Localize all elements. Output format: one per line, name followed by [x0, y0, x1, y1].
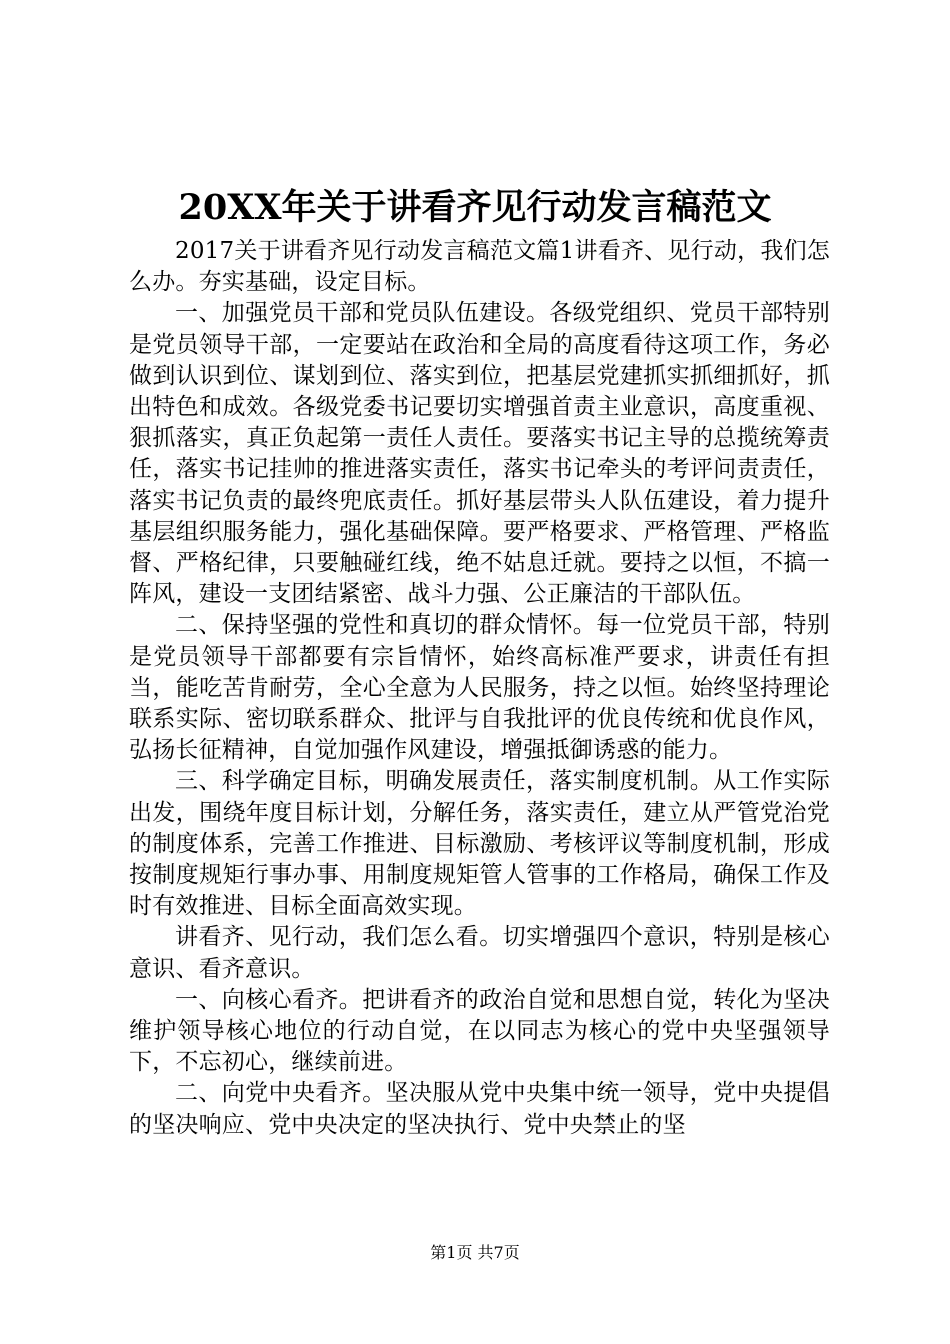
- paragraph-intro: 2017关于讲看齐见行动发言稿范文篇1讲看齐、见行动，我们怎么办。夯实基础，设定目标。: [129, 238, 830, 296]
- page-footer: 第1页 共7页: [430, 1243, 520, 1262]
- paragraph-section-2: 二、保持坚强的党性和真切的群众情怀。每一位党员干部，特别是党员领导干部都要有宗旨情怀，始终高标准严要求，讲责任有担当，能吃苦肯耐劳，全心全意为人民服务，持之以恒。始终坚持理论联系实际、密切联系群众、批评与自我批评的优良传统和优良作风，弘扬长征精神，自觉加强作风建设，增强抵御诱惑的能力。: [129, 612, 830, 764]
- paragraph-section-3: 三、科学确定目标，明确发展责任，落实制度机制。从工作实际出发，围绕年度目标计划，分解任务，落实责任，建立从严管党治党的制度体系，完善工作推进、目标激励、考核评议等制度机制，形成按制度规矩行事办事、用制度规矩管人管事的工作格局，确保工作及时有效推进、目标全面高效实现。: [129, 768, 830, 920]
- document-body: [129, 236, 830, 1141]
- paragraph-central-alignment: 二、向党中央看齐。坚决服从党中央集中统一领导，党中央提倡的坚决响应、党中央决定的坚决执行、党中央禁止的坚: [129, 1080, 830, 1138]
- paragraph-how-to-see: 讲看齐、见行动，我们怎么看。切实增强四个意识，特别是核心意识、看齐意识。: [129, 924, 830, 982]
- document-title: 20XX年关于讲看齐见行动发言稿范文: [178, 187, 772, 228]
- paragraph-section-1: 一、加强党员干部和党员队伍建设。各级党组织、党员干部特别是党员领导干部，一定要站在政治和全局的高度看待这项工作，务必做到认识到位、谋划到位、落实到位，把基层党建抓实抓细抓好，抓出特色和成效。各级党委书记要切实增强首责主业意识，高度重视、狠抓落实，真正负起第一责任人责任。要落实书记主导的总揽统筹责任，落实书记挂帅的推进落实责任，落实书记牵头的考评问责责任，落实书记负责的最终兜底责任。抓好基层带头人队伍建设，着力提升基层组织服务能力，强化基础保障。要严格要求、严格管理、严格监督、严格纪律，只要触碰红线，绝不姑息迁就。要持之以恒，不搞一阵风，建设一支团结紧密、战斗力强、公正廉洁的干部队伍。: [129, 300, 830, 608]
- paragraph-core-alignment: 一、向核心看齐。把讲看齐的政治自觉和思想自觉，转化为坚决维护领导核心地位的行动自觉，在以同志为核心的党中央坚强领导下，不忘初心，继续前进。: [129, 986, 830, 1076]
